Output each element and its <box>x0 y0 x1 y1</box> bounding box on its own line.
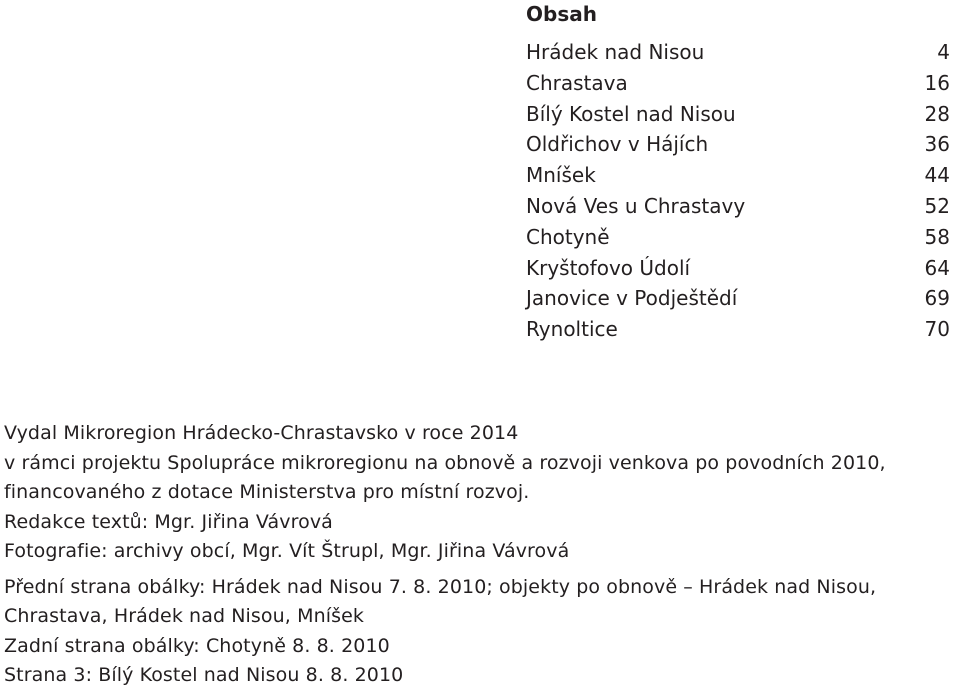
credits-publisher-line: Vydal Mikroregion Hrádecko-Chrastavsko v roce 2014 <box>4 422 519 444</box>
toc-entry-name: Hrádek nad Nisou <box>526 40 705 64</box>
toc-entry-name: Janovice v Podještědí <box>526 286 738 311</box>
toc-entry-page: 52 <box>924 193 950 218</box>
toc-entry-page: 4 <box>937 40 950 64</box>
credits-front-cover-line-cont: Chrastava, Hrádek nad Nisou, Mníšek <box>4 605 364 627</box>
toc-entry-name: Nová Ves u Chrastavy <box>526 193 746 218</box>
publication-credits <box>4 419 956 691</box>
credits-back-cover-line: Zadní strana obálky: Chotyně 8. 8. 2010 <box>4 634 390 657</box>
toc-entry-page: 44 <box>924 163 950 188</box>
toc-entry-name: Bílý Kostel nad Nisou <box>526 101 736 126</box>
toc-entry-page: 70 <box>924 317 950 342</box>
toc-entry-name: Kryštofovo Údolí <box>526 255 691 280</box>
toc-entry-name: Oldřichov v Hájích <box>526 132 709 157</box>
toc-entry <box>526 68 950 99</box>
toc-entry <box>526 129 950 160</box>
toc-entry <box>526 253 950 284</box>
toc-entry-name: Chotyně <box>526 224 610 249</box>
credits-front-cover-line: Přední strana obálky: Hrádek nad Nisou 7. 8. 2010; objekty po obnově – Hrádek nad Nisou, <box>4 575 877 598</box>
credits-funding-line: financovaného z dotace Ministerstva pro místní rozvoj. <box>4 481 530 503</box>
table-of-contents <box>526 0 950 342</box>
toc-entry-page: 69 <box>924 286 950 311</box>
toc-entry-page: 28 <box>924 101 950 126</box>
credits-photos-line: Fotografie: archivy obcí, Mgr. Vít Štrupl, Mgr. Jiřina Vávrová <box>4 540 570 562</box>
toc-entry-page: 36 <box>924 132 950 157</box>
toc-entry <box>526 283 950 314</box>
toc-entry <box>526 314 950 345</box>
toc-entry <box>526 99 950 130</box>
toc-entry-name: Rynoltice <box>526 317 618 342</box>
toc-entry-name: Mníšek <box>526 163 596 188</box>
toc-entry <box>526 222 950 253</box>
toc-entry-name: Chrastava <box>526 70 628 95</box>
toc-entry-page: 58 <box>924 224 950 249</box>
toc-entry-page: 64 <box>924 255 950 280</box>
toc-list <box>526 37 950 345</box>
toc-entry <box>526 37 950 68</box>
toc-title: Obsah <box>526 2 597 26</box>
toc-entry-page: 16 <box>924 70 950 95</box>
toc-entry <box>526 191 950 222</box>
credits-editor-line: Redakce textů: Mgr. Jiřina Vávrová <box>4 510 333 533</box>
toc-entry <box>526 160 950 191</box>
credits-page3-line: Strana 3: Bílý Kostel nad Nisou 8. 8. 2010 <box>4 664 404 686</box>
credits-project-line: v rámci projektu Spolupráce mikroregionu na obnově a rozvoji venkova po povodních 2010, <box>4 451 886 474</box>
